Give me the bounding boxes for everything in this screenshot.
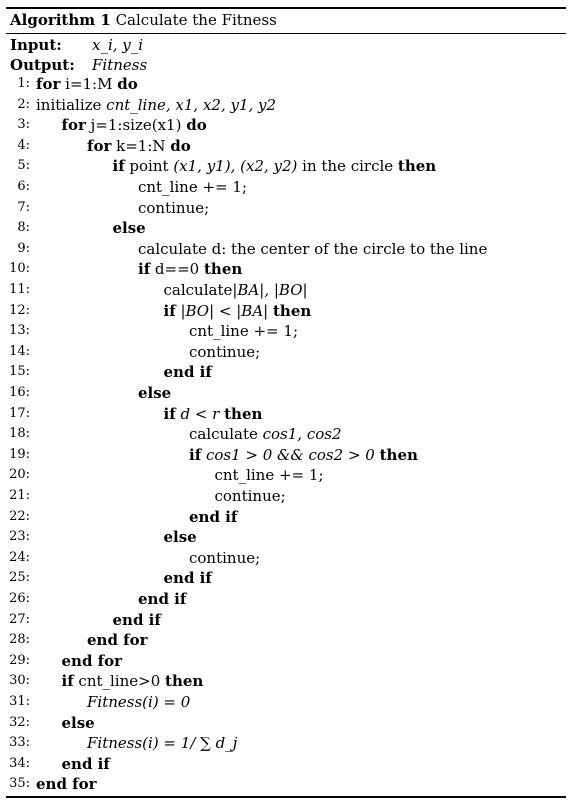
- line-number: 30:: [9, 673, 30, 689]
- algorithm-title: Calculate the Fitness: [115, 11, 277, 29]
- keyword: else: [61, 713, 95, 732]
- code-text: continue;: [214, 487, 286, 505]
- keyword: then: [397, 157, 437, 176]
- keyword: end if: [163, 569, 212, 588]
- line-code: [113, 610, 161, 630]
- line-code: [215, 486, 286, 506]
- keyword: end if: [61, 754, 110, 773]
- line-code: [87, 692, 190, 712]
- keyword: else: [163, 528, 197, 547]
- line-number: 29:: [9, 652, 30, 668]
- line-code: [189, 342, 260, 362]
- line-code: [62, 671, 204, 691]
- algorithm-label: Algorithm 1: [10, 11, 111, 29]
- line-code: [138, 259, 242, 279]
- line-number: 4:: [17, 137, 30, 153]
- line-code: [62, 651, 123, 671]
- code-text: cnt_line>0: [73, 672, 166, 691]
- line-number: 6:: [17, 179, 30, 194]
- math-expression: |BA|, |BO|: [232, 281, 308, 299]
- code-text: continue;: [189, 342, 261, 361]
- line-code: [87, 630, 148, 650]
- input-line: [10, 35, 144, 55]
- line-code: [189, 424, 342, 444]
- line-number: 12:: [9, 302, 30, 318]
- top-rule: [6, 7, 566, 9]
- keyword: then: [273, 301, 312, 320]
- line-code: [36, 95, 276, 115]
- line-code: [164, 280, 308, 300]
- line-code: [113, 156, 437, 176]
- line-number: 33:: [9, 735, 30, 751]
- code-text: cnt_line += 1;: [189, 322, 298, 341]
- line-code: [87, 136, 191, 156]
- line-number: 9:: [17, 240, 30, 256]
- code-text: continue;: [189, 548, 261, 567]
- math-expression: d < r: [180, 404, 220, 423]
- code-text: point: [124, 157, 174, 176]
- line-code: [138, 177, 247, 197]
- line-code: [138, 383, 171, 403]
- input-label: Input:: [10, 36, 62, 54]
- output-label: Output:: [10, 56, 75, 74]
- code-text: calculate: [163, 281, 233, 299]
- line-number: 24:: [9, 549, 30, 565]
- keyword: if: [163, 301, 176, 320]
- caption-rule: [6, 33, 566, 34]
- line-code: [164, 568, 212, 588]
- bottom-rule: [6, 796, 566, 798]
- math-expression: |BO| < |BA|: [180, 301, 269, 320]
- line-code: [87, 733, 237, 753]
- line-number: 7:: [17, 199, 30, 215]
- math-expression: Fitness(i) = 1/ ∑ d_j: [87, 734, 238, 753]
- math-expression: cnt_line, x1, x2, y1, y2: [106, 95, 277, 114]
- keyword: if: [163, 404, 176, 423]
- keyword: end if: [112, 610, 161, 629]
- keyword: end for: [36, 775, 97, 794]
- line-code: [62, 713, 95, 733]
- line-number: 19:: [9, 446, 30, 462]
- line-number: 28:: [9, 632, 30, 648]
- line-code: [62, 115, 207, 135]
- code-text: in the circle: [297, 157, 398, 176]
- line-code: [189, 507, 237, 527]
- keyword: else: [138, 384, 172, 402]
- line-number: 3:: [17, 117, 30, 133]
- keyword: if: [112, 157, 125, 176]
- line-number: 8:: [17, 220, 30, 236]
- code-text: initialize: [36, 95, 107, 114]
- output-value: Fitness: [92, 56, 148, 74]
- line-number: 20:: [9, 467, 30, 483]
- line-number: 18:: [9, 426, 30, 442]
- code-text: cnt_line += 1;: [138, 178, 247, 196]
- keyword: for: [61, 116, 86, 135]
- line-number: 1:: [17, 76, 30, 91]
- line-number: 2:: [17, 96, 30, 112]
- line-number: 15:: [9, 364, 30, 380]
- code-text: calculate: [189, 425, 263, 444]
- input-value: x_i, y_i: [92, 36, 144, 54]
- line-number: 31:: [9, 694, 30, 709]
- line-number: 26:: [9, 591, 30, 606]
- code-text: j=1:size(x1): [85, 116, 187, 135]
- keyword: if: [189, 445, 202, 464]
- code-text: k=1:N: [111, 136, 171, 155]
- algorithm-caption: [10, 10, 277, 31]
- line-code: [164, 301, 312, 321]
- line-number: 25:: [9, 570, 30, 586]
- line-code: [138, 589, 186, 609]
- code-text: d==0: [150, 260, 204, 279]
- keyword: end if: [163, 363, 212, 382]
- line-number: 23:: [9, 529, 30, 545]
- keyword: end if: [189, 507, 238, 526]
- keyword: do: [186, 116, 207, 135]
- line-code: [36, 774, 97, 794]
- line-code: [113, 218, 146, 238]
- keyword: if: [61, 672, 74, 691]
- line-code: [164, 362, 212, 382]
- keyword: end for: [87, 631, 148, 650]
- line-number: 13:: [9, 323, 30, 339]
- code-text: cnt_line += 1;: [214, 466, 324, 485]
- line-code: [164, 527, 197, 547]
- keyword: end for: [61, 651, 123, 670]
- line-number: 16:: [9, 385, 30, 400]
- line-number: 27:: [9, 611, 30, 627]
- line-number: 10:: [9, 261, 30, 277]
- keyword: then: [203, 260, 243, 279]
- keyword: for: [87, 136, 112, 155]
- line-code: [189, 548, 260, 568]
- keyword: then: [379, 445, 418, 464]
- line-number: 14:: [9, 343, 30, 359]
- keyword: for: [36, 75, 61, 93]
- keyword: end if: [138, 590, 187, 608]
- keyword: then: [224, 404, 263, 423]
- line-code: [36, 74, 138, 94]
- line-number: 21:: [9, 488, 30, 503]
- keyword: else: [112, 219, 146, 238]
- code-text: i=1:M: [60, 75, 118, 93]
- line-code: [189, 321, 298, 341]
- math-expression: (x1, y1), (x2, y2): [173, 157, 298, 176]
- line-number: 17:: [9, 405, 30, 421]
- line-code: [215, 465, 324, 485]
- keyword: do: [117, 75, 138, 93]
- line-number: 5:: [17, 158, 30, 174]
- line-code: [62, 754, 110, 774]
- line-number: 34:: [9, 755, 30, 771]
- math-expression: cos1, cos2: [262, 425, 342, 444]
- line-number: 32:: [9, 714, 30, 730]
- keyword: then: [165, 672, 204, 691]
- line-number: 35:: [9, 776, 30, 792]
- line-code: [138, 198, 209, 218]
- line-code: [189, 445, 418, 465]
- line-number: 22:: [9, 508, 30, 524]
- keyword: if: [138, 260, 151, 279]
- line-code: [164, 404, 263, 424]
- output-line: [10, 55, 148, 75]
- code-text: calculate d: the center of the circle to the line: [138, 239, 488, 258]
- line-number: 11:: [9, 282, 30, 297]
- math-expression: cos1 > 0 && cos2 > 0: [205, 445, 375, 464]
- line-code: [138, 239, 487, 259]
- code-text: continue;: [138, 198, 210, 217]
- keyword: do: [170, 136, 191, 155]
- math-expression: Fitness(i) = 0: [87, 693, 191, 711]
